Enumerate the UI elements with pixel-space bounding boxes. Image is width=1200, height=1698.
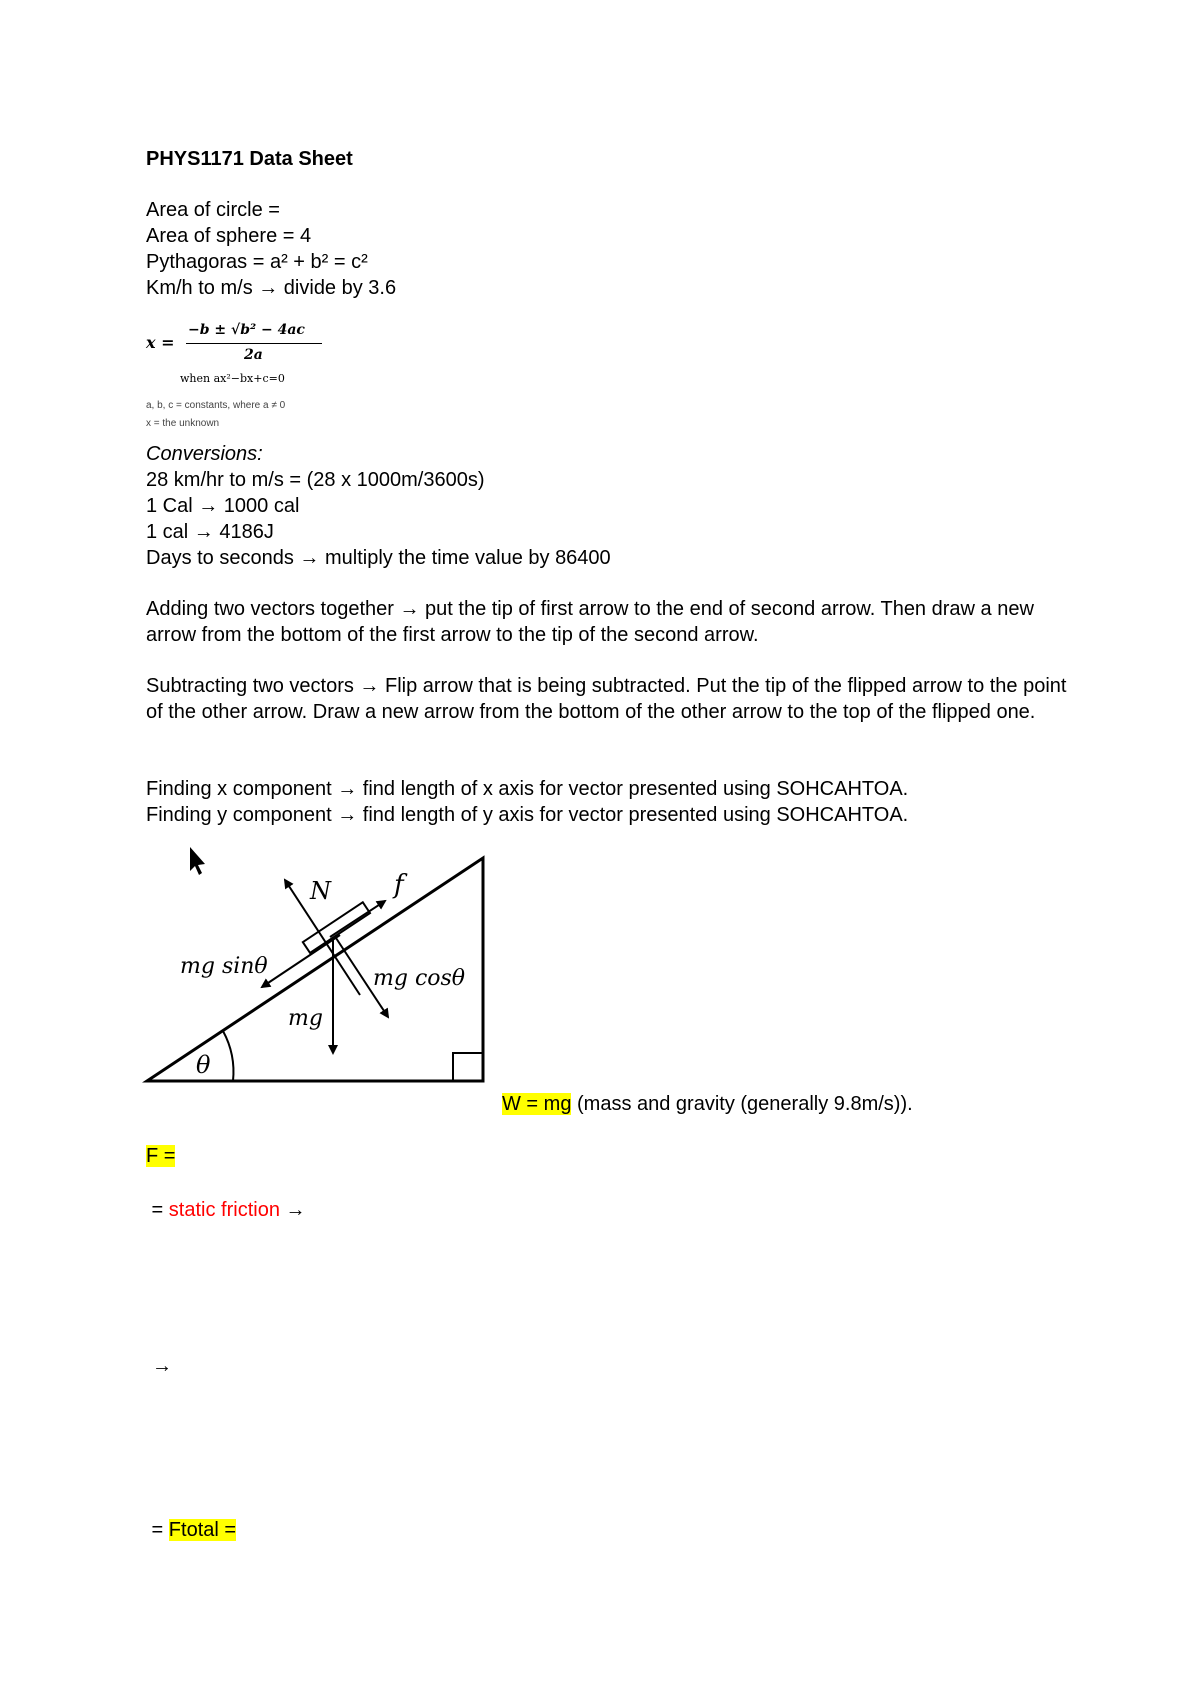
conversion-item: 1 cal → 4186J: [146, 521, 274, 543]
label-parallel: mg sinθ: [180, 954, 268, 979]
force-highlight: F =: [146, 1145, 176, 1167]
x-component-line: Finding x component → find length of x axis for vector presented using SOHCAHTOA.: [146, 778, 909, 800]
kmh-conversion-line: Km/h to m/s → divide by 3.6: [146, 277, 397, 299]
subtracting-vectors-paragraph: Subtracting two vectors → Flip arrow that is being subtracted. Put the tip of the flipped arrow to the point of the other arrow. Draw a new arrow from the bottom of the other arrow to the top of the flipped one.: [146, 675, 1067, 723]
static-friction-line: [146, 1197, 306, 1223]
pythagoras-line: Pythagoras = a² + b² = c²: [146, 251, 368, 273]
static-friction-text: static friction: [168, 1199, 280, 1221]
force-line: [146, 1143, 175, 1169]
total-force-line: [146, 1517, 236, 1543]
weight-equation-highlight: W = mg: [502, 1093, 572, 1115]
angle-arc: [223, 1031, 233, 1081]
area-sphere-line: Area of sphere = 4: [146, 225, 312, 247]
mouse-cursor-icon: [190, 847, 205, 875]
static-friction-prefix: =: [146, 1199, 169, 1221]
total-prefix: =: [146, 1519, 169, 1541]
weight-equation-line: [502, 1091, 913, 1117]
static-friction-arrow: →: [279, 1199, 306, 1221]
formula-lhs: x =: [146, 333, 175, 352]
y-component-line: Finding y component → find length of y axis for vector presented using SOHCAHTOA.: [146, 804, 909, 826]
block: [303, 902, 370, 953]
label-angle: θ: [196, 1051, 211, 1079]
total-highlight: Ftotal =: [168, 1519, 237, 1541]
inclined-plane-diagram: [140, 835, 500, 1090]
formula-fraction-bar: [186, 343, 322, 344]
formula-note-constants: a, b, c = constants, where a ≠ 0: [146, 400, 286, 411]
formula-note-unknown: x = the unknown: [146, 418, 220, 429]
conversion-item: Days to seconds → multiply the time value by 86400: [146, 547, 611, 569]
formula-denominator: 2a: [244, 347, 263, 363]
adding-vectors-paragraph: Adding two vectors together → put the tip of first arrow to the end of second arrow. Then draw a new arrow from the bottom of the first arrow to the tip of the second arrow.: [146, 598, 1034, 646]
right-angle-marker: [453, 1053, 483, 1081]
conversion-item: 1 Cal → 1000 cal: [146, 495, 300, 517]
conversions-heading: Conversions:: [146, 443, 263, 465]
label-perpendicular: mg cosθ: [373, 966, 466, 991]
label-weight: mg: [288, 1006, 323, 1031]
formula-numerator: −b ± √b² − 4ac: [188, 322, 305, 338]
area-circle-line: Area of circle =: [146, 199, 280, 221]
document-title: PHYS1171 Data Sheet: [146, 148, 353, 170]
conversion-item: 28 km/hr to m/s = (28 x 1000m/3600s): [146, 469, 485, 491]
arrow-line: →: [152, 1355, 172, 1377]
formula-condition: when ax²−bx+c=0: [180, 372, 285, 385]
label-friction: f: [394, 870, 404, 900]
label-normal: N: [310, 877, 331, 905]
weight-equation-text: (mass and gravity (generally 9.8m/s)).: [571, 1093, 913, 1115]
